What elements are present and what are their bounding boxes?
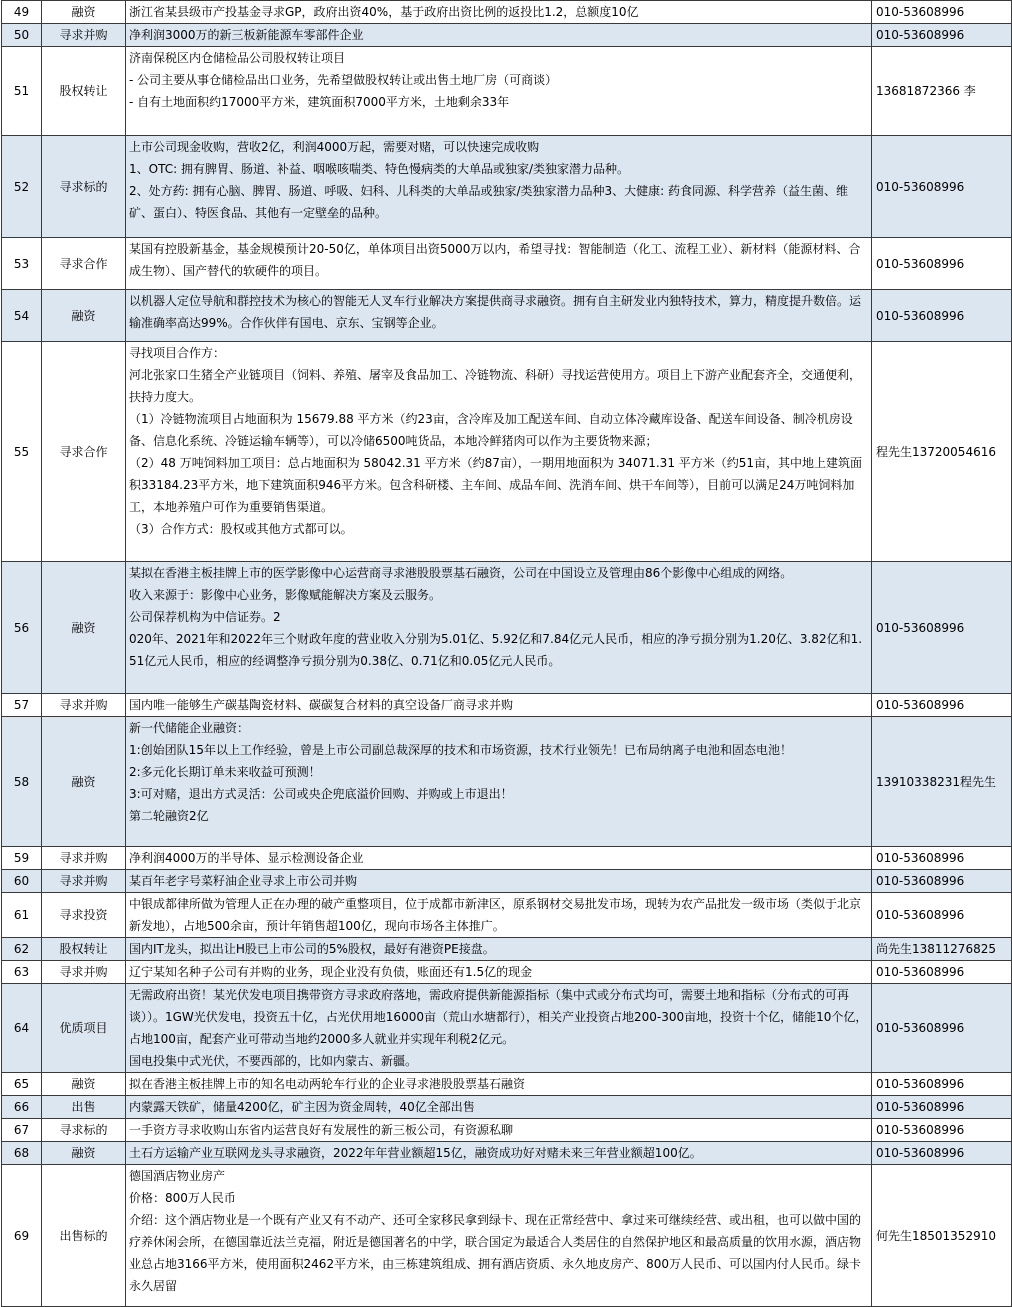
table-row [2,717,1012,847]
row-category: 融资 [42,290,126,342]
row-contact: 010-53608996 [872,870,1012,893]
row-contact: 13681872366 李 [872,47,1012,136]
description-line: 介绍：这个酒店物业是一个既有产业又有不动产、还可全家移民拿到绿卡、现在正常经营中、拿过来可继续经营、或出租，也可以做中国的疗养休闲会所，在德国靠近法兰克福，附近是德国著名的中学，联合国定为最适合人类居住的自然保护地区和最高质量的饮用水源，酒店物业总占地3166平方米，使用面积2462平方米，由三栋建筑组成、拥有酒店资质、永久地皮房产、800万人民币、可以国内付人民币。绿卡永久居留 [129,1213,862,1293]
row-number: 60 [2,870,42,893]
row-number: 62 [2,938,42,961]
description-line: 土石方运输产业互联网龙头寻求融资，2022年年营业额超15亿，融资成功好对赌未来三年营业额超100亿。 [129,1146,702,1160]
table-row [2,870,1012,893]
description-line: 辽宁某知名种子公司有并购的业务，现企业没有负债，账面还有1.5亿的现金 [129,965,533,979]
description-line: （2）48 万吨饲料加工项目：总占地面积为 58042.31 平方米（约87亩），一期用地面积为 34071.31 平方米（约51亩，其中地上建筑面积33184.23平方米，地下建筑面积946平方米。包含科研楼、主车间、成品车间、洗消车间、烘干车间等），目前可以满足24万吨饲料加工，本地养殖户可作为重要销售渠道。 [129,456,863,514]
description-line: - 公司主要从事仓储检品出口业务，先希望做股权转让或出售土地厂房（可商谈） [129,73,558,87]
table-row [2,1,1012,24]
row-category: 寻求合作 [42,342,126,562]
row-category: 融资 [42,1142,126,1165]
row-description [126,290,872,342]
description-line: 国内唯一能够生产碳基陶瓷材料、碳碳复合材料的真空设备厂商寻求并购 [129,698,514,712]
row-number: 52 [2,136,42,238]
row-category: 寻求并购 [42,961,126,984]
row-category: 股权转让 [42,47,126,136]
row-contact: 010-53608996 [872,1073,1012,1096]
row-number: 51 [2,47,42,136]
description-line: 内蒙露天铁矿，储量4200亿，矿主因为资金周转，40亿全部出售 [129,1100,475,1114]
table-row [2,290,1012,342]
description-line: 净利润4000万的半导体、显示检测设备企业 [129,851,364,865]
row-description [126,961,872,984]
table-row [2,694,1012,717]
row-description [126,847,872,870]
description-line: 国内IT龙头，拟出让H股已上市公司的5%股权，最好有港资PE接盘。 [129,942,495,956]
description-line: 020年、2021年和2022年三个财政年度的营业收入分别为5.01亿、5.92亿和7.84亿元人民币，相应的净亏损分别为1.20亿、3.82亿和1.51亿元人民币，相应的经调整净亏损分别为0.38亿、0.71亿和0.05亿元人民币。 [129,632,863,668]
description-line: 一手资方寻求收购山东省内运营良好有发展性的新三板公司，有资源私聊 [129,1123,514,1137]
row-category: 出售标的 [42,1165,126,1307]
row-contact: 010-53608996 [872,1,1012,24]
description-line: （1）冷链物流项目占地面积为 15679.88 平方米（约23亩，含冷库及加工配送车间、自动立体冷藏库设备、配送车间设备、制冷机房设备、信息化系统、冷链运输车辆等），可以冷储6500吨货品，本地冷鲜猪肉可以作为主要货物来源； [129,412,853,448]
row-description [126,238,872,290]
table-row [2,1165,1012,1307]
row-category: 寻求标的 [42,136,126,238]
description-line: 新一代储能企业融资： [129,721,250,735]
table-row [2,1142,1012,1165]
description-line: 净利润3000万的新三板新能源车零部件企业 [129,28,364,42]
row-description [126,1,872,24]
row-description [126,1142,872,1165]
row-description [126,1073,872,1096]
row-description [126,1119,872,1142]
row-description [126,984,872,1073]
row-contact: 程先生13720054616 [872,342,1012,562]
row-category: 寻求投资 [42,893,126,938]
row-contact: 010-53608996 [872,1096,1012,1119]
row-number: 61 [2,893,42,938]
description-line: 拟在香港主板挂牌上市的知名电动两轮车行业的企业寻求港股股票基石融资 [129,1077,526,1091]
row-number: 68 [2,1142,42,1165]
table-row [2,938,1012,961]
row-contact: 010-53608996 [872,290,1012,342]
table-row [2,847,1012,870]
row-number: 69 [2,1165,42,1307]
table-row [2,961,1012,984]
description-line: 某国有控股新基金，基金规模预计20-50亿，单体项目出资5000万以内，希望寻找：智能制造（化工、流程工业）、新材料（能源材料、合成生物）、国产替代的软硬件的项目。 [129,242,861,278]
row-number: 59 [2,847,42,870]
row-number: 63 [2,961,42,984]
description-line: 河北张家口生猪全产业链项目（饲料、养殖、屠宰及食品加工、冷链物流、科研）寻找运营使用方。项目上下游产业配套齐全，交通便利，扶持力度大。 [129,368,862,404]
row-description [126,136,872,238]
table-row [2,562,1012,694]
description-line: 中银成都律所做为管理人正在办理的破产重整项目，位于成都市新津区，原系钢材交易批发市场，现转为农产品批发一级市场（类似于北京新发地），占地500余亩，预计年销售超100亿，现向市场各主体推广。 [129,897,862,933]
row-category: 股权转让 [42,938,126,961]
row-contact: 010-53608996 [872,238,1012,290]
row-number: 55 [2,342,42,562]
description-line: 收入来源于：影像中心业务，影像赋能解决方案及云服务。 [129,588,442,602]
listings-body [2,1,1012,1307]
row-description [126,47,872,136]
row-category: 融资 [42,1,126,24]
row-number: 58 [2,717,42,847]
row-category: 融资 [42,717,126,847]
description-line: - 自有土地面积约17000平方米，建筑面积7000平方米，土地剩余33年 [129,95,510,109]
table-row [2,24,1012,47]
row-contact: 010-53608996 [872,694,1012,717]
row-description [126,562,872,694]
table-row [2,984,1012,1073]
row-contact: 010-53608996 [872,961,1012,984]
description-line: 1、OTC: 拥有脾胃、肠道、补益、咽喉咳喘类、特色慢病类的大单品或独家/类独家潜力品种。 [129,162,629,176]
description-line: 浙江省某县级市产投基金寻求GP，政府出资40%，基于政府出资比例的返投比1.2，总额度10亿 [129,5,639,19]
row-description [126,24,872,47]
row-description [126,870,872,893]
row-category: 优质项目 [42,984,126,1073]
row-category: 寻求并购 [42,694,126,717]
row-contact: 010-53608996 [872,136,1012,238]
row-number: 54 [2,290,42,342]
row-description [126,893,872,938]
row-contact: 010-53608996 [872,847,1012,870]
description-line: 国电投集中式光伏，不要西部的，比如内蒙古、新疆。 [129,1054,418,1068]
description-line: 某拟在香港主板挂牌上市的医学影像中心运营商寻求港股股票基石融资，公司在中国设立及管理由86个影像中心组成的网络。 [129,566,793,580]
row-number: 66 [2,1096,42,1119]
row-category: 出售 [42,1096,126,1119]
description-line: 某百年老字号菜籽油企业寻求上市公司并购 [129,874,358,888]
row-category: 寻求并购 [42,870,126,893]
row-contact: 010-53608996 [872,984,1012,1073]
row-number: 64 [2,984,42,1073]
description-line: 3:可对赌，退出方式灵活：公司或央企兜底溢价回购、并购或上市退出！ [129,787,513,801]
row-number: 53 [2,238,42,290]
description-line: 公司保荐机构为中信证券。2 [129,610,281,624]
row-contact: 13910338231程先生 [872,717,1012,847]
row-number: 56 [2,562,42,694]
row-contact: 010-53608996 [872,1142,1012,1165]
listings-table [1,0,1012,1307]
row-number: 65 [2,1073,42,1096]
description-line: （3）合作方式：股权或其他方式都可以。 [129,522,353,536]
description-line: 2、处方药: 拥有心脑、脾胃、肠道、呼吸、妇科、儿科类的大单品或独家/类独家潜力品种3、大健康: 药食同源、科学营养（益生菌、维矿、蛋白）、特医食品、其他有一定壁垒的品种。 [129,184,849,220]
row-description [126,342,872,562]
row-contact: 何先生18501352910 [872,1165,1012,1307]
table-row [2,893,1012,938]
row-number: 50 [2,24,42,47]
row-description [126,694,872,717]
description-line: 寻找项目合作方： [129,346,226,360]
row-contact: 010-53608996 [872,893,1012,938]
row-description [126,717,872,847]
table-row [2,342,1012,562]
description-line: 无需政府出资！某光伏发电项目携带资方寻求政府落地，需政府提供新能源指标（集中式或分布式均可，需要土地和指标（分布式的可再谈））。1GW光伏发电，投资五十亿，占光伏用地16000亩（荒山水塘都行），相关产业投资占地200-300亩地，投资十个亿，储能10个亿，占地100亩，配套产业可带动当地约2000多人就业并实现年利税2亿元。 [129,988,868,1046]
row-number: 49 [2,1,42,24]
row-contact: 尚先生13811276825 [872,938,1012,961]
row-description [126,1096,872,1119]
description-line: 价格：800万人民币 [129,1191,236,1205]
row-contact: 010-53608996 [872,24,1012,47]
table-row [2,47,1012,136]
row-category: 融资 [42,562,126,694]
row-description [126,938,872,961]
description-line: 1:创始团队15年以上工作经验，曾是上市公司副总裁深厚的技术和市场资源，技术行业领先！已布局纳离子电池和固态电池！ [129,743,792,757]
row-category: 寻求标的 [42,1119,126,1142]
table-row [2,238,1012,290]
row-category: 寻求合作 [42,238,126,290]
table-row [2,1073,1012,1096]
table-row [2,1096,1012,1119]
description-line: 第二轮融资2亿 [129,809,209,823]
row-description [126,1165,872,1307]
row-category: 寻求并购 [42,847,126,870]
table-row [2,136,1012,238]
row-contact: 010-53608996 [872,1119,1012,1142]
row-contact: 010-53608996 [872,562,1012,694]
description-line: 上市公司现金收购，营收2亿，利润4000万起，需要对赌，可以快速完成收购 [129,140,540,154]
description-line: 德国酒店物业房产 [129,1169,226,1183]
description-line: 济南保税区内仓储检品公司股权转让项目 [129,51,346,65]
row-number: 57 [2,694,42,717]
row-category: 寻求并购 [42,24,126,47]
description-line: 2:多元化长期订单未来收益可预测！ [129,765,321,779]
table-row [2,1119,1012,1142]
description-line: 以机器人定位导航和群控技术为核心的智能无人叉车行业解决方案提供商寻求融资。拥有自主研发业内独特技术，算力，精度提升数倍。运输准确率高达99%。合作伙伴有国电、京东、宝钢等企业。 [129,294,862,330]
row-number: 67 [2,1119,42,1142]
row-category: 融资 [42,1073,126,1096]
